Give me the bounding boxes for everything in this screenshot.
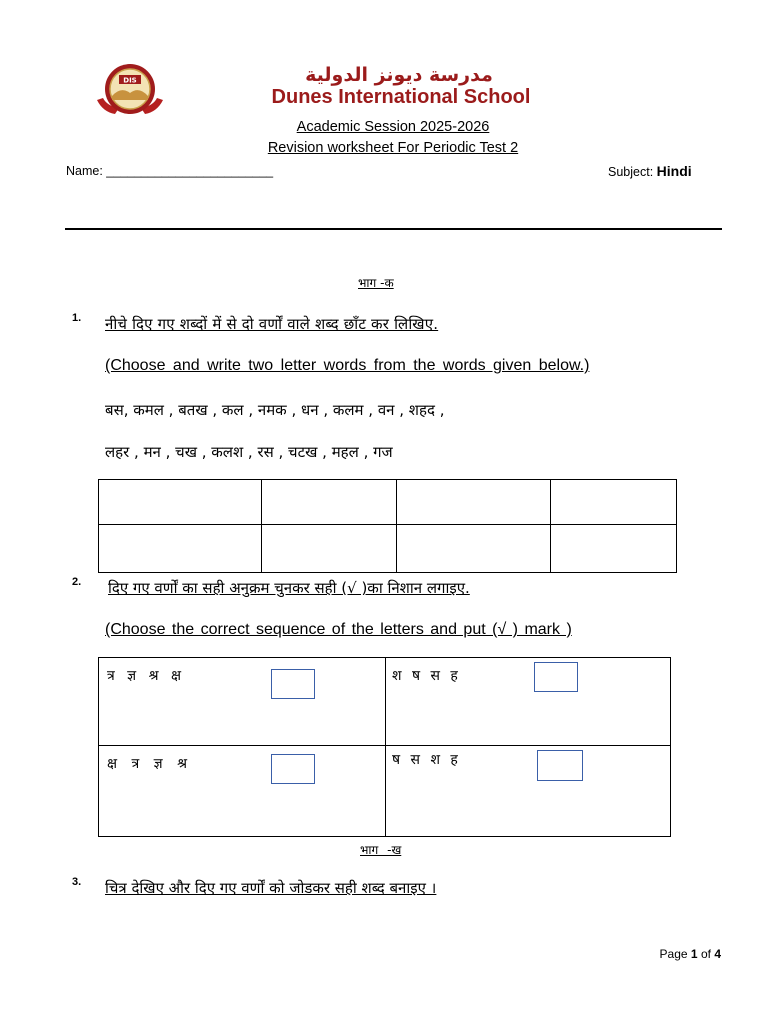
q1-hindi-instruction: नीचे दिए गए शब्दों में से दो वर्णों वाले शब्द छाँट कर लिखिए. xyxy=(105,315,439,333)
name-field: Name: ________________________ xyxy=(66,164,274,178)
q1-word-list-2: लहर , मन , चख , कलश , रस , चटख , महल , गज xyxy=(105,443,393,461)
section-b-title: भाग -ख xyxy=(360,843,402,857)
answer-cell[interactable] xyxy=(99,525,262,573)
answer-cell[interactable] xyxy=(551,525,677,573)
q2-option-1: त्र ज्ञ श्र क्ष xyxy=(107,668,182,684)
tick-box-3[interactable] xyxy=(271,754,315,784)
subject-value: Hindi xyxy=(656,163,692,179)
school-logo xyxy=(93,62,167,118)
tick-box-4[interactable] xyxy=(537,750,583,781)
answer-cell[interactable] xyxy=(397,480,551,525)
q2-options-grid xyxy=(98,657,671,837)
q2-hindi-instruction: दिए गए वर्णों का सही अनुक्रम चुनकर सही (√ )का निशान लगाइए. xyxy=(108,579,470,597)
q1-number: 1. xyxy=(72,312,82,324)
answer-cell[interactable] xyxy=(262,480,397,525)
q2-english-instruction: (Choose the correct sequence of the letters and put (√ ) mark ) xyxy=(105,621,572,638)
section-a-title: भाग -क xyxy=(358,276,394,290)
q2-option-4: ष स श ह xyxy=(392,752,458,768)
q2-option-2: श ष स ह xyxy=(392,668,458,684)
answer-cell[interactable] xyxy=(397,525,551,573)
school-name: Dunes International School xyxy=(271,86,531,108)
q1-answer-table xyxy=(98,479,677,573)
tick-box-1[interactable] xyxy=(271,669,315,699)
answer-cell[interactable] xyxy=(262,525,397,573)
q2-number: 2. xyxy=(72,576,82,588)
grid-divider xyxy=(385,658,386,836)
svg-text:DIS: DIS xyxy=(123,76,137,85)
school-name-arabic: مدرسة ديونز الدولية xyxy=(305,64,493,86)
grid-divider xyxy=(99,745,670,746)
q3-hindi-instruction: चित्र देखिए और दिए गए वर्णों को जोडकर सही शब्द बनाइए । xyxy=(105,879,437,897)
answer-cell[interactable] xyxy=(99,480,262,525)
q2-option-3: क्ष त्र ज्ञ श्र xyxy=(107,756,188,772)
subject-label: Subject: xyxy=(608,165,654,179)
header-divider xyxy=(65,228,722,230)
academic-session: Academic Session 2025-2026 xyxy=(296,119,490,135)
q1-english-instruction: (Choose and write two letter words from the words given below.) xyxy=(105,357,590,374)
answer-cell[interactable] xyxy=(551,480,677,525)
page-number: Page 1 of 4 xyxy=(659,947,721,961)
worksheet-title: Revision worksheet For Periodic Test 2 xyxy=(267,140,519,156)
q1-word-list-1: बस, कमल , बतख , कल , नमक , धन , कलम , वन , शहद , xyxy=(105,401,445,419)
q3-number: 3. xyxy=(72,876,82,888)
subject-field xyxy=(608,163,692,179)
tick-box-2[interactable] xyxy=(534,662,578,692)
